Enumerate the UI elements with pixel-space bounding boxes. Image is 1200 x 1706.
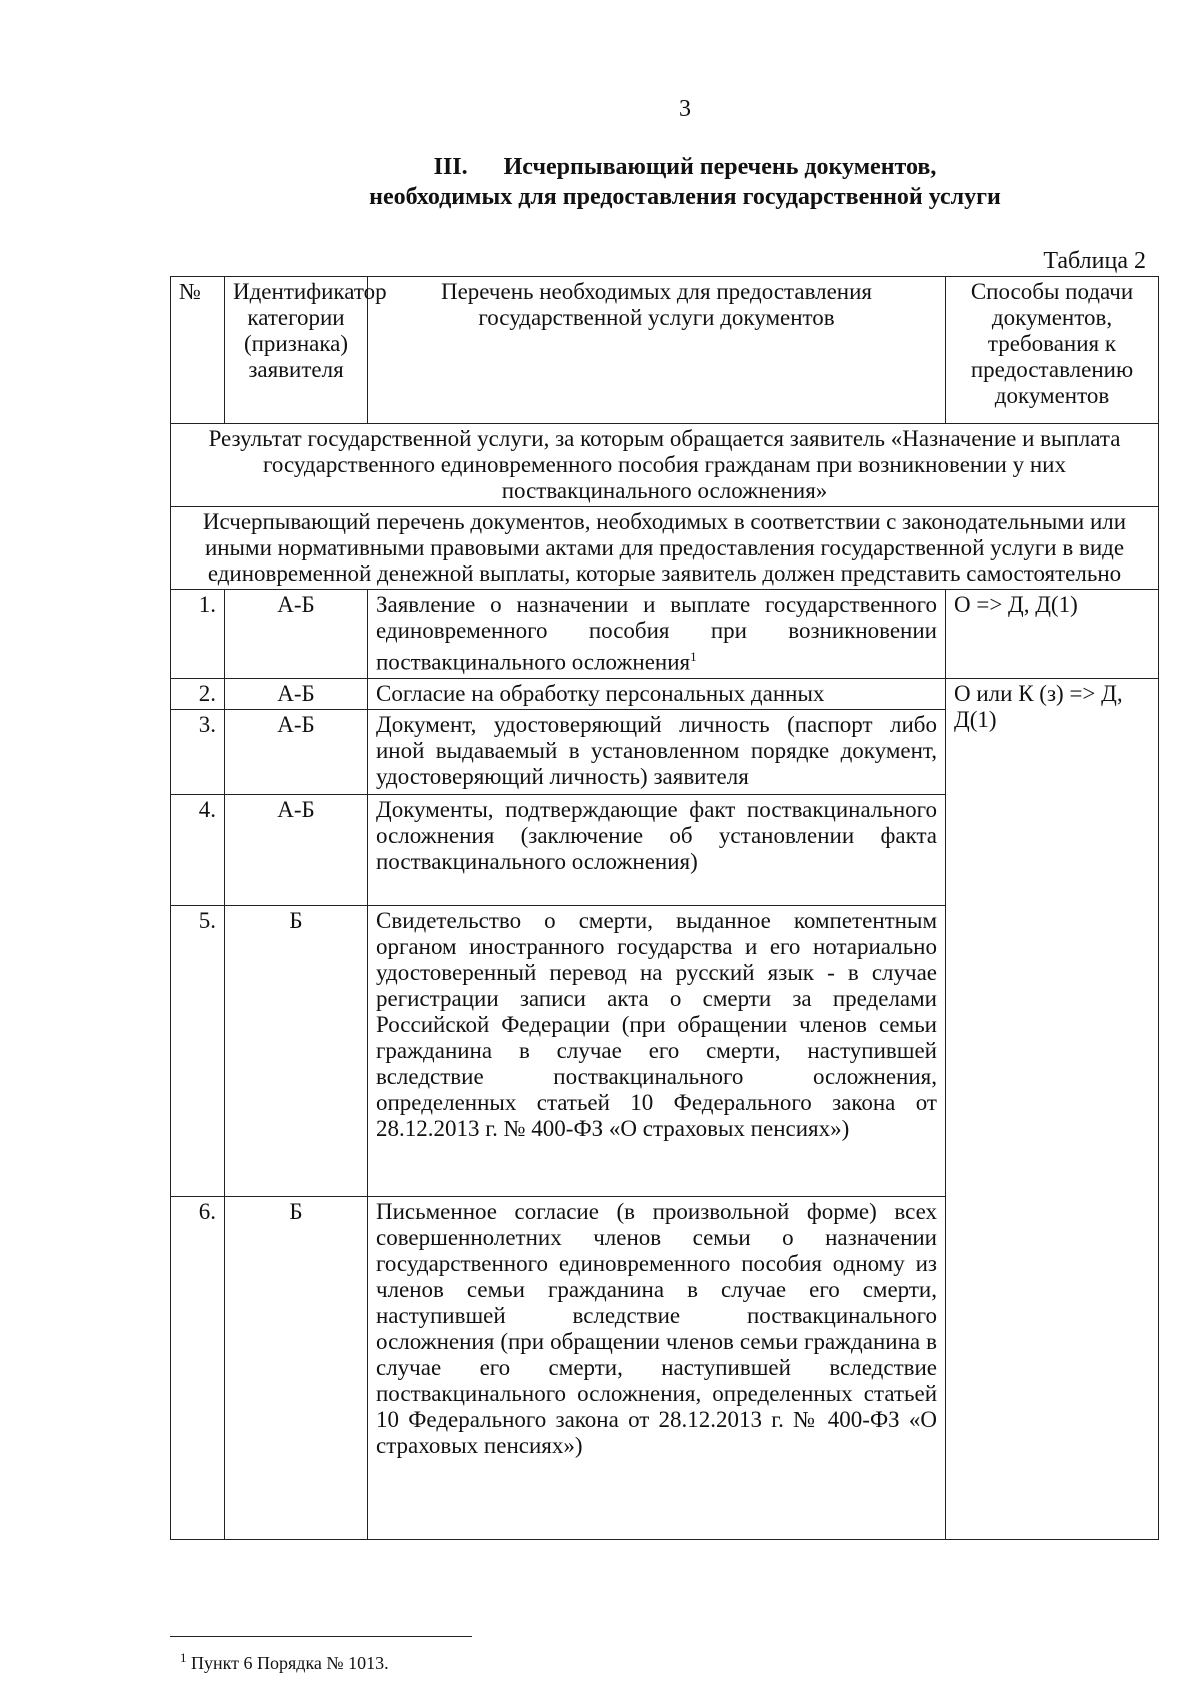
row-document: Письменное согласие (в произвольной форме) всех совершеннолетних членов семьи о назначении государственного единовременного пособия одному из членов семьи гражданина в случае его смерти, наступившей вследствие поствакцинального осложнения (при обращении членов семьи гражданина в случае его смерти, наступившей вследствие поствакцинального осложнения, определенных статьей 10 Федерального закона от 28.12.2013 г. № 400-ФЗ «О страховых пенсиях») [368,1196,946,1539]
row-number: 2. [171,678,225,709]
header-documents: Перечень необходимых для предоставления государственной услуги документов [368,277,946,424]
row-document: Документ, удостоверяющий личность (паспорт либо иной выдаваемый в установленном порядке документ, удостоверяющий личность) заявителя [368,709,946,794]
result-row [171,424,1159,507]
table-caption: Таблица 2 [1043,248,1146,274]
row-identifier: Б [225,1196,368,1539]
footnote-mark: 1 [180,1650,187,1665]
header-methods: Способы подачи документов, требования к предоставлению документов [946,277,1159,424]
section-number: III. [433,154,468,180]
row-document [368,590,946,679]
page-number: 3 [679,96,691,122]
row-identifier: Б [225,905,368,1196]
row-number: 3. [171,709,225,794]
footnote [180,1650,389,1674]
row-identifier: А-Б [225,678,368,709]
row-document: Согласие на обработку персональных данных [368,678,946,709]
table-header-row [171,277,1159,424]
row-number: 6. [171,1196,225,1539]
row-identifier: А-Б [225,590,368,679]
row-number: 4. [171,794,225,905]
row-method: О или К (з) => Д, Д(1) [946,678,1159,1539]
documents-table [170,276,1159,1540]
section-heading [0,152,1200,212]
row-method: О => Д, Д(1) [946,590,1159,679]
section-title-line1: Исчерпывающий перечень документов, [503,154,937,180]
info-row [171,507,1159,590]
row-number: 1. [171,590,225,679]
header-identifier: Идентификатор категории (признака) заявителя [225,277,368,424]
row-identifier: А-Б [225,794,368,905]
table-row [171,678,1159,709]
row-document: Свидетельство о смерти, выданное компетентным органом иностранного государства и его нотариально удостоверенный перевод на русский язык - в случае регистрации записи акта о смерти за пределами Российской Федерации (при обращении членов семьи гражданина в случае его смерти, наступившей вследствие поствакцинального осложнения, определенных статьей 10 Федерального закона от 28.12.2013 г. № 400-ФЗ «О страховых пенсиях») [368,905,946,1196]
row-identifier: А-Б [225,709,368,794]
row-number: 5. [171,905,225,1196]
info-text: Исчерпывающий перечень документов, необходимых в соответствии с законодательными или иными нормативными правовыми актами для предоставления государственной услуги в виде единовременной денежной выплаты, которые заявитель должен представить самостоятельно [171,507,1159,590]
row-document: Документы, подтверждающие факт поствакцинального осложнения (заключение об установлении факта поствакцинального осложнения) [368,794,946,905]
section-title-line2: необходимых для предоставления государственной услуги [369,184,1001,210]
table-row [171,590,1159,679]
footnote-text: Пункт 6 Порядка № 1013. [186,1653,389,1673]
result-text: Результат государственной услуги, за которым обращается заявитель «Назначение и выплата государственного единовременного пособия гражданам при возникновении у них поствакцинального осложнения» [171,424,1159,507]
row-document-text: Заявление о назначении и выплате государственного единовременного пособия при возникновении поствакцинального осложнения [376,592,937,675]
footnote-divider [170,1636,472,1637]
header-number: № [171,277,225,424]
footnote-marker: 1 [690,649,697,664]
